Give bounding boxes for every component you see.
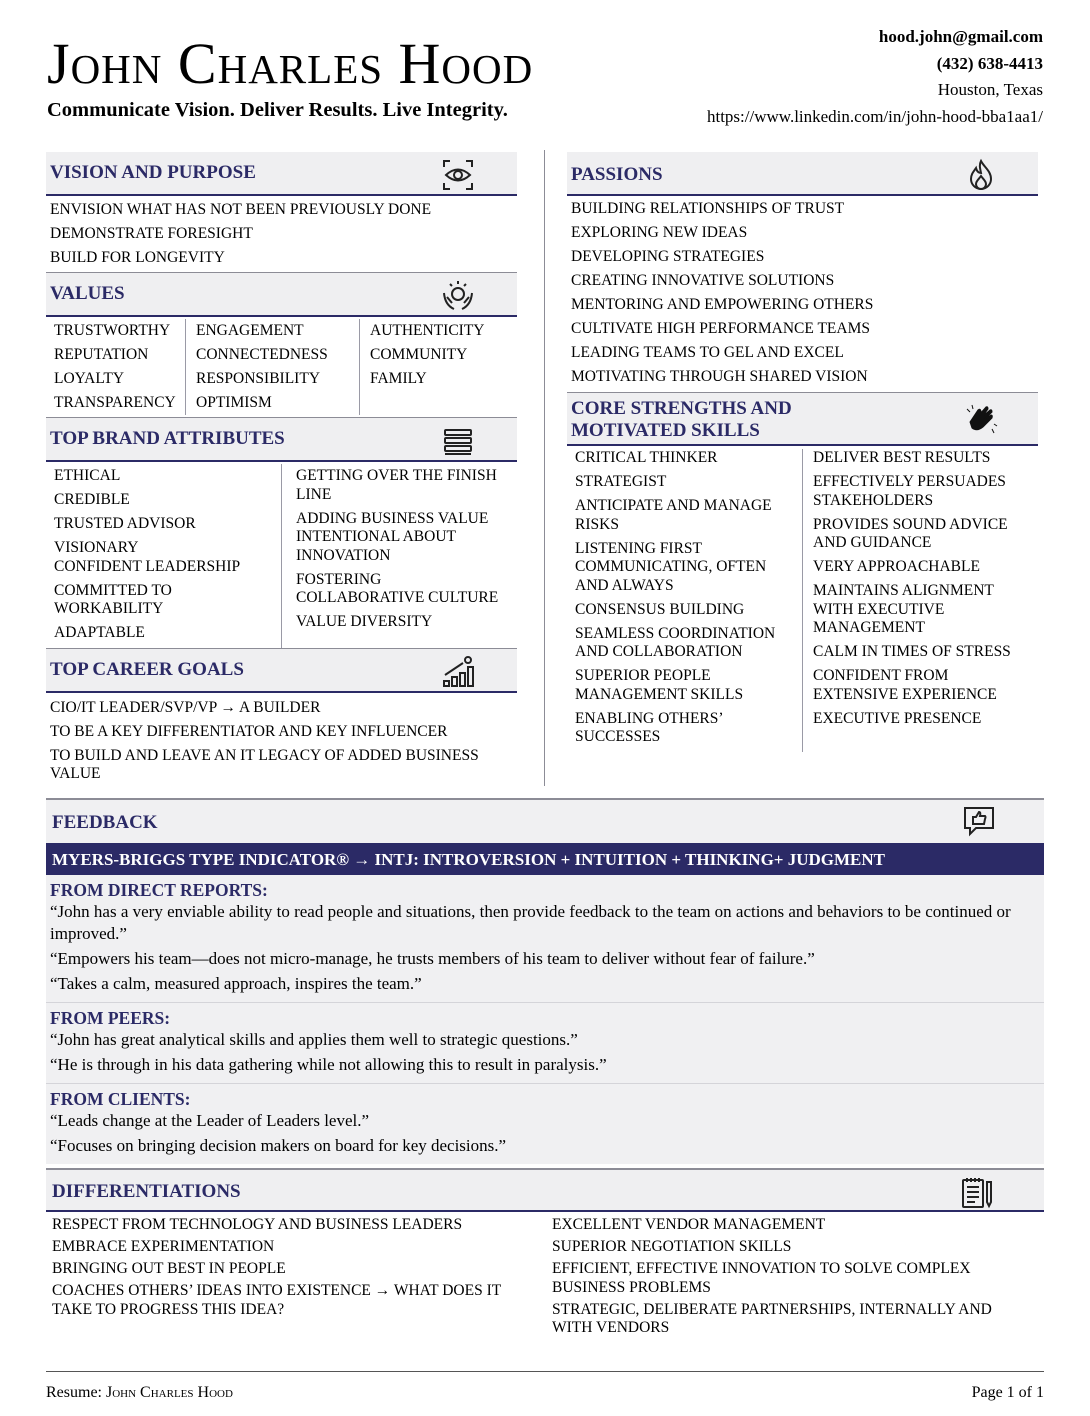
- goals-section: [46, 648, 517, 783]
- vision-title: VISION AND PURPOSE: [50, 162, 256, 183]
- goals-title: TOP CAREER GOALS: [50, 659, 244, 680]
- list-item: INNOVATION: [296, 546, 391, 564]
- growth-chart-icon: [441, 655, 475, 689]
- values-col-3: [360, 319, 510, 415]
- quote: “Takes a calm, measured approach, inspires the team.”: [50, 974, 422, 993]
- list-item: CREDIBLE: [54, 491, 130, 508]
- flame-icon: [964, 158, 998, 192]
- tagline: Communicate Vision. Deliver Results. Live Integrity.: [47, 99, 508, 121]
- list-item: FAMILY: [370, 370, 427, 387]
- values-col-2: [186, 319, 360, 415]
- list-item: ENGAGEMENT: [196, 322, 304, 339]
- list-item: DEVELOPING STRATEGIES: [571, 248, 765, 265]
- list-item: CONSENSUS BUILDING: [575, 600, 745, 618]
- list-item: STRATEGIC, DELIBERATE PARTNERSHIPS, INTERNALLY AND WITH VENDORS: [552, 1300, 992, 1336]
- goals-list: [46, 693, 517, 783]
- hands-globe-icon: [441, 279, 475, 313]
- list-item: CREATING INNOVATIVE SOLUTIONS: [571, 272, 835, 289]
- values-list: [46, 317, 517, 415]
- strengths-section: [567, 392, 1038, 752]
- list-item: ADDING BUSINESS VALUE: [296, 509, 489, 527]
- list-item: EFFICIENT, EFFECTIVE INNOVATION TO SOLVE COMPLEX BUSINESS PROBLEMS: [552, 1260, 971, 1296]
- list-item: EXECUTIVE PRESENCE: [813, 709, 982, 727]
- brand-col-2: [282, 464, 516, 648]
- contact-block: [707, 24, 1043, 130]
- list-item: CONNECTEDNESS: [196, 346, 328, 363]
- list-item: COLLABORATIVE CULTURE: [296, 589, 499, 606]
- feedback-subtitle: FROM CLIENTS:: [50, 1089, 191, 1109]
- list-item: LINE: [296, 485, 332, 503]
- strengths-col-1: [567, 449, 803, 752]
- list-item: CALM IN TIMES OF STRESS: [813, 643, 1011, 660]
- list-item: INTENTIONAL ABOUT: [296, 528, 456, 545]
- footer-name: John Charles Hood: [106, 1384, 233, 1401]
- quote: “Empowers his team—does not micro-manage, he trusts members of his team to deliver without fear of failure.”: [50, 949, 815, 968]
- list-item: LOYALTY: [54, 370, 125, 387]
- clapping-hands-icon: [964, 402, 998, 436]
- resume-header: [0, 0, 1090, 140]
- phone-number: (432) 638-4413: [936, 53, 1043, 73]
- strengths-title: [571, 398, 792, 442]
- list-item: CONFIDENT LEADERSHIP: [54, 557, 241, 575]
- list-item: COMMUNITY: [370, 346, 468, 363]
- list-item: SEAMLESS COORDINATION AND COLLABORATION: [575, 624, 776, 660]
- notepad-icon: [960, 1176, 994, 1210]
- list-item: TO BUILD AND LEAVE AN IT LEGACY OF ADDED BUSINESS: [50, 747, 479, 764]
- quote: “John has a very enviable ability to read people and situations, then provide feedback to the team on actions and behaviors to be continued or improved.”: [50, 902, 1011, 943]
- passions-header: [567, 152, 1038, 196]
- list-item: EXPLORING NEW IDEAS: [571, 224, 748, 241]
- list-item: PROVIDES SOUND ADVICE AND GUIDANCE: [813, 515, 1008, 551]
- mbti-banner: MYERS-BRIGGS TYPE INDICATOR® → INTJ: INTROVERSION + INTUITION + THINKING+ JUDGMENT: [46, 843, 1044, 875]
- feedback-clients: [46, 1084, 1044, 1164]
- differentiations-section: [46, 1168, 1044, 1343]
- eye-icon: [441, 158, 475, 192]
- linkedin-link[interactable]: https://www.linkedin.com/in/john-hood-bba1aa1/: [706, 106, 1043, 126]
- quote: “John has great analytical skills and applies them well to strategic questions.”: [50, 1030, 578, 1049]
- quote: “Focuses on bringing decision makers on board for key decisions.”: [50, 1136, 507, 1155]
- vision-list: [46, 196, 517, 270]
- vision-header: [46, 152, 517, 196]
- values-col-1: [46, 319, 186, 415]
- list-item: ETHICAL: [54, 467, 121, 484]
- strengths-header: [567, 393, 1038, 446]
- feedback-header: [46, 800, 1044, 843]
- list-item: OPTIMISM: [196, 394, 272, 411]
- brand-title: TOP BRAND ATTRIBUTES: [50, 428, 285, 449]
- list-item: CULTIVATE HIGH PERFORMANCE TEAMS: [571, 320, 870, 337]
- footer-divider: [46, 1371, 1044, 1372]
- differentiations-title: DIFFERENTIATIONS: [52, 1181, 241, 1202]
- column-divider: [544, 150, 545, 786]
- passions-section: [567, 152, 1038, 389]
- strengths-title-line-1: CORE STRENGTHS AND: [571, 398, 792, 419]
- list-item: ANTICIPATE AND MANAGE RISKS: [575, 497, 772, 533]
- list-item: GETTING OVER THE FINISH: [296, 467, 497, 484]
- list-item: REPUTATION: [54, 346, 149, 363]
- list-item: EMBRACE EXPERIMENTATION: [52, 1238, 275, 1255]
- passions-title: PASSIONS: [571, 164, 663, 185]
- stack-icon: [441, 424, 475, 458]
- list-item: EXCELLENT VENDOR MANAGEMENT: [552, 1216, 826, 1233]
- differentiations-col-1: [46, 1216, 544, 1343]
- list-item: TO BE A KEY DIFFERENTIATOR AND KEY INFLUENCER: [50, 723, 448, 740]
- list-item: EFFECTIVELY PERSUADES STAKEHOLDERS: [813, 473, 1006, 509]
- list-item: CRITICAL THINKER: [575, 449, 718, 466]
- brand-header: [46, 418, 517, 462]
- list-item: COMMITTED TO: [54, 581, 172, 599]
- feedback-subtitle: FROM PEERS:: [50, 1008, 171, 1028]
- values-header: [46, 273, 517, 317]
- list-item: VALUE: [50, 765, 101, 782]
- list-item: RESPONSIBILITY: [196, 370, 321, 387]
- brand-col-1: [46, 464, 282, 648]
- feedback-section: [46, 798, 1044, 1164]
- differentiations-list: [46, 1212, 1044, 1343]
- list-item: CONFIDENT FROM EXTENSIVE EXPERIENCE: [813, 667, 997, 703]
- list-item: AUTHENTICITY: [370, 322, 485, 339]
- list-item: TRUSTWORTHY: [54, 322, 171, 339]
- list-item: BUILDING RELATIONSHIPS OF TRUST: [571, 200, 845, 217]
- list-item: BRINGING OUT BEST IN PEOPLE: [52, 1260, 286, 1277]
- list-item: MENTORING AND EMPOWERING OTHERS: [571, 296, 874, 313]
- speech-bubble-icon: [962, 804, 996, 838]
- list-item: ENABLING OTHERS’ SUCCESSES: [575, 709, 723, 745]
- footer-resume-label: [46, 1384, 233, 1402]
- list-item: FOSTERING: [296, 570, 382, 588]
- list-item: ADAPTABLE: [54, 624, 145, 641]
- quote: “Leads change at the Leader of Leaders level.”: [50, 1111, 370, 1130]
- quote: “He is through in his data gathering while not allowing this to result in paralysis.”: [50, 1055, 607, 1074]
- list-item: LEADING TEAMS TO GEL AND EXCEL: [571, 344, 844, 361]
- list-item: DEMONSTRATE FORESIGHT: [50, 225, 253, 242]
- list-item: RESPECT FROM TECHNOLOGY AND BUSINESS LEADERS: [52, 1216, 463, 1233]
- feedback-title: FEEDBACK: [52, 812, 158, 833]
- list-item: TRUSTED ADVISOR: [54, 515, 196, 532]
- list-item: SUPERIOR PEOPLE MANAGEMENT SKILLS: [575, 667, 744, 703]
- differentiations-col-2: [544, 1216, 1044, 1343]
- candidate-name: John Charles Hood: [47, 31, 534, 96]
- strengths-list: [567, 446, 1038, 752]
- feedback-subtitle: FROM DIRECT REPORTS:: [50, 880, 268, 900]
- list-item: BUILD FOR LONGEVITY: [50, 249, 225, 266]
- passions-list: [567, 196, 1038, 389]
- list-item: MOTIVATING THROUGH SHARED VISION: [571, 368, 868, 385]
- list-item: VERY APPROACHABLE: [813, 558, 980, 575]
- list-item: VISIONARY: [54, 539, 139, 556]
- differentiations-header: [46, 1168, 1044, 1212]
- feedback-direct-reports: [46, 875, 1044, 1003]
- list-item: ENVISION WHAT HAS NOT BEEN PREVIOUSLY DONE: [50, 201, 432, 218]
- list-item: STRATEGIST: [575, 473, 667, 490]
- email-link[interactable]: hood.john@gmail.com: [878, 27, 1043, 46]
- feedback-peers: [46, 1003, 1044, 1084]
- list-item: WORKABILITY: [54, 600, 164, 617]
- list-item: VALUE DIVERSITY: [296, 613, 433, 630]
- list-item: LISTENING FIRST COMMUNICATING, OFTEN AND ALWAYS: [575, 539, 767, 594]
- vision-section: [46, 152, 517, 270]
- list-item: SUPERIOR NEGOTIATION SKILLS: [552, 1238, 792, 1255]
- list-item: TRANSPARENCY: [54, 394, 176, 411]
- strengths-col-2: [803, 449, 1037, 752]
- brand-list: [46, 462, 517, 648]
- goals-header: [46, 649, 517, 693]
- strengths-title-line-2: MOTIVATED SKILLS: [571, 420, 760, 441]
- list-item: CIO/IT LEADER/SVP/VP → A BUILDER: [50, 699, 321, 716]
- page-number: Page 1 of 1: [971, 1384, 1044, 1401]
- list-item: MAINTAINS ALIGNMENT WITH EXECUTIVE MANAGEMENT: [813, 582, 994, 636]
- location: Houston, Texas: [937, 80, 1043, 99]
- brand-section: [46, 417, 517, 648]
- footer-label: Resume:: [46, 1384, 102, 1401]
- values-title: VALUES: [50, 283, 125, 304]
- list-item: DELIVER BEST RESULTS: [813, 449, 991, 466]
- values-section: [46, 272, 517, 415]
- list-item: COACHES OTHERS’ IDEAS INTO EXISTENCE → WHAT DOES IT TAKE TO PROGRESS THIS IDEA?: [52, 1282, 501, 1318]
